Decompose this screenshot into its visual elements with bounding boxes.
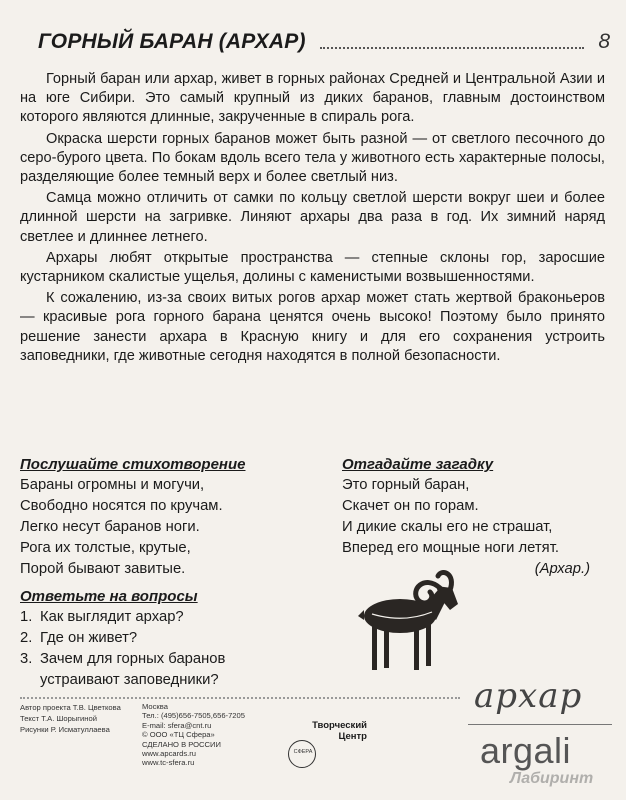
- article-body: [20, 70, 605, 368]
- question-number: 2.: [20, 630, 33, 646]
- paragraph-3: Самца можно отличить от самки по кольцу светлой шерсти вокруг шеи и более длинной шерсти на загривке. Линяют архары два раза в год. Их зимний наряд светлее и длиннее летнего.: [20, 190, 605, 245]
- script-word: архар: [474, 676, 583, 716]
- credit-line: Автор проекта Т.В. Цветкова: [20, 703, 121, 712]
- page-number: 8: [598, 30, 610, 53]
- paragraph-5: К сожалению, из-за своих витых рогов архар может стать жертвой браконьеров — красивые рога горного барана ценятся очень высоко! Поэтому было принято решение занести архара в Красную книгу и для его сохранения устроить заповедники, где животные сегодня находятся в полной безопасности.: [20, 290, 605, 364]
- ram-tail: [358, 610, 364, 620]
- logo-caption-line: Творческий: [312, 720, 367, 731]
- ram-illustration: [352, 564, 464, 674]
- questions-title: Ответьте на вопросы: [20, 588, 198, 605]
- footer-divider: [20, 697, 460, 699]
- riddle-line: Вперед его мощные ноги летят.: [342, 540, 559, 556]
- poem-line: Свободно носятся по кручам.: [20, 498, 223, 514]
- riddle-line: Скачет он по горам.: [342, 498, 479, 514]
- question-number: 3.: [20, 651, 33, 667]
- publisher-line: www.apcards.ru: [142, 749, 197, 759]
- riddle-answer: (Архар.): [534, 561, 590, 577]
- ram-leg: [384, 626, 389, 668]
- ram-leg: [414, 626, 419, 670]
- left-column: [20, 456, 320, 691]
- latin-word: argali: [480, 730, 572, 771]
- ram-leg: [426, 624, 431, 666]
- question-text-line: устраивают заповедники?: [40, 672, 219, 688]
- title-leader-dots: [320, 47, 585, 49]
- publisher-line: Тел.: (495)656-7505,656-7205: [142, 711, 245, 721]
- poem-line: Легко несут баранов ноги.: [20, 519, 200, 535]
- riddle-line: Это горный баран,: [342, 477, 470, 493]
- right-column: [342, 456, 602, 580]
- poem-title: Послушайте стихотворение: [20, 456, 246, 473]
- publisher-logo-caption: [287, 720, 367, 742]
- poem-line: Порой бывают завитые.: [20, 561, 186, 577]
- riddle-title: Отгадайте загадку: [342, 456, 494, 473]
- question-text: [40, 649, 225, 691]
- page-header: [38, 22, 610, 62]
- questions-section: [20, 588, 320, 691]
- publisher-line: www.tc-sfera.ru: [142, 758, 195, 768]
- question-item: [20, 607, 320, 628]
- riddle-line: И дикие скалы его не страшат,: [342, 519, 553, 535]
- question-item: [20, 649, 320, 691]
- credit-line: Текст Т.А. Шорыгиной: [20, 714, 97, 723]
- paragraph-1: Горный баран или архар, живет в горных районах Средней и Центральной Азии и на юге Сибири. Это самый крупный из диких баранов, главным достоинством которого являются длинные, закрученные в спираль рога.: [20, 71, 605, 126]
- question-text: Где он живет?: [40, 630, 138, 646]
- publisher-line: Москва: [142, 702, 168, 711]
- publisher-line: СДЕЛАНО В РОССИИ: [142, 739, 221, 749]
- publisher-line: E-mail: sfera@cnt.ru: [142, 720, 212, 730]
- poem-line: Рога их толстые, крутые,: [20, 540, 191, 556]
- poem-line: Бараны огромны и могучи,: [20, 477, 205, 493]
- credits: [20, 702, 140, 735]
- ram-leg: [372, 626, 377, 670]
- logo-caption-line: Центр: [338, 731, 367, 742]
- publisher-info: [142, 702, 282, 768]
- paragraph-2: Окраска шерсти горных баранов может быть разной — от светлого песочного до серо-бурого цвета. По бокам вдоль всего тела у животного есть характерные полосы, разделяющие более темный верх и более светлый низ.: [20, 130, 605, 186]
- logo-word: СФЕРА: [293, 749, 313, 755]
- page-title: ГОРНЫЙ БАРАН (АРХАР): [38, 30, 306, 53]
- credit-line: Рисунки Р. Исматуллаева: [20, 725, 110, 734]
- question-text-line: Зачем для горных баранов: [40, 651, 226, 667]
- handwriting-baseline: [468, 724, 612, 725]
- paragraph-4: Архары любят открытые пространства — степные склоны гор, заросшие кустарником скалистые ущелья, долины с каменистыми возвышенностями.: [20, 249, 605, 286]
- question-item: [20, 628, 320, 649]
- question-text: Как выглядит архар?: [40, 609, 184, 625]
- publisher-line: © ООО «ТЦ Сфера»: [142, 730, 215, 740]
- watermark: Лабиринт: [510, 770, 594, 787]
- question-number: 1.: [20, 609, 33, 625]
